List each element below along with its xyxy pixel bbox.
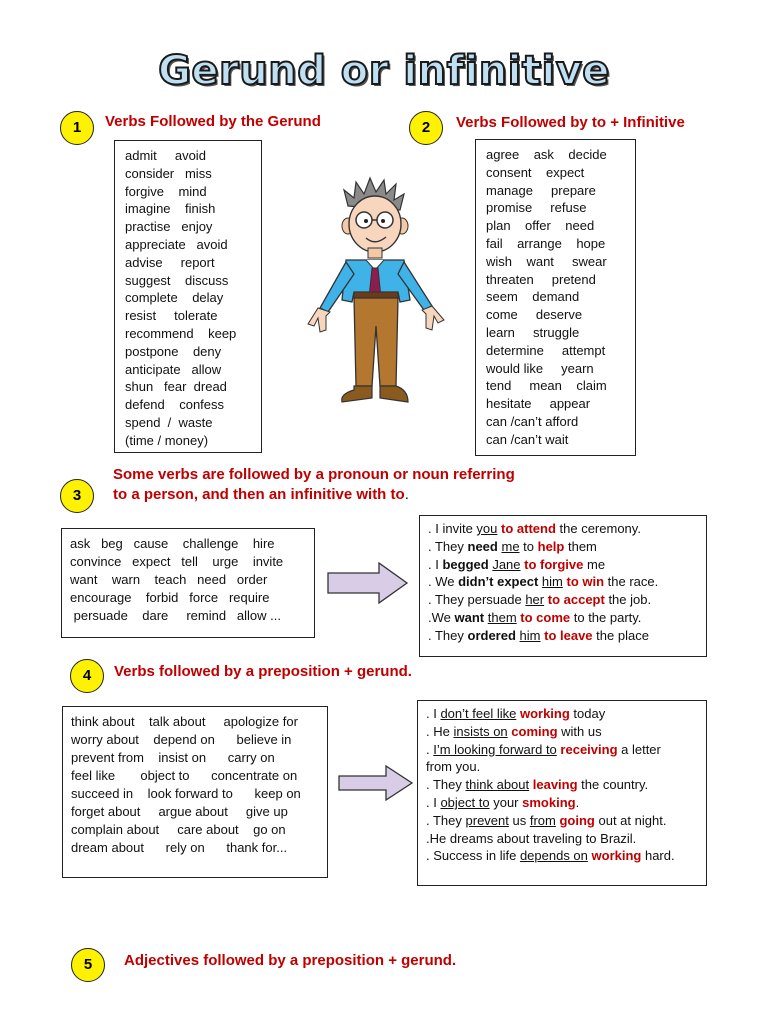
section-2-heading: Verbs Followed by to + Infinitive [456,114,685,131]
verb-list-item: learn struggle [486,324,580,340]
example-fragment: them [487,609,517,625]
example-fragment: to attend [501,521,556,536]
example-fragment: I’m looking forward to [433,741,557,757]
example-fragment: help [537,538,565,554]
verb-list-item: consent expect [486,164,585,180]
verb-list-item: practise enjoy [125,219,213,235]
verb-list-item: encourage forbid force require [70,590,270,605]
section-3-heading [113,465,515,505]
verb-list-item: threaten pretend [486,271,596,287]
example-fragment: me [501,538,520,554]
infinitive-verbs-box [475,139,636,456]
verb-list-item: complete delay [125,290,224,306]
example-fragment: from you. [426,759,481,775]
example-sentence [428,520,706,538]
example-fragment: hard. [641,848,675,864]
verb-list-item: forget about argue about give up [71,804,288,819]
verb-list-item: shun fear dread [125,379,227,395]
verb-list-item: can /can’t afford [486,413,579,429]
example-fragment: a letter [617,741,661,757]
preposition-gerund-verbs-box [62,706,328,878]
example-fragment: me [583,556,606,572]
example-fragment: going [559,812,595,828]
verb-list-item: prevent from insist on carry on [71,750,275,765]
example-fragment: her [525,592,545,608]
section-1-heading: Verbs Followed by the Gerund [105,113,321,130]
arrow-right-icon [338,765,414,801]
example-fragment: . I [426,706,441,721]
example-fragment: out at night. [594,812,667,828]
section-4-heading: Verbs followed by a preposition + gerund. [114,663,412,680]
right-shoe [380,386,408,402]
example-fragment: . Success in life [426,848,520,864]
example-sentence [428,591,706,609]
example-sentence [426,847,706,865]
example-fragment: your [489,794,523,810]
example-sentence [426,776,706,794]
verb-list-item: want warn teach need order [70,572,268,587]
example-fragment: . They [428,627,468,643]
example-fragment: . I [428,556,443,572]
example-fragment: to the party. [570,609,642,625]
section-5-heading: Adjectives followed by a preposition + gerund. [124,952,457,969]
example-fragment: coming [511,723,558,739]
example-fragment: the race. [604,574,659,590]
example-sentence [426,758,706,776]
verb-list-item: anticipate allow [125,361,222,377]
example-fragment: . He [426,723,454,739]
verb-list-item: seem demand [486,289,580,305]
example-fragment: smoking [522,794,576,810]
example-fragment: today [569,706,606,721]
verb-list-item: (time / money) [125,432,209,448]
example-fragment: from [529,812,556,828]
example-fragment: to leave [544,627,593,643]
example-fragment: Jane [492,556,521,572]
section-1-number: 1 [60,111,94,145]
verb-list-item: fail arrange hope [486,235,606,251]
verb-list-item: succeed in look forward to keep on [71,786,301,801]
gerund-verbs-box [114,140,262,453]
example-fragment: . [575,794,580,810]
verb-list-item: forgive mind [125,183,207,199]
example-fragment: the place [592,627,649,643]
section-3-heading-line2-wrap [113,485,515,505]
example-fragment: the job. [604,592,652,608]
example-sentence [428,627,706,645]
verb-list-item: can /can’t wait [486,431,569,447]
example-fragment: .He dreams about traveling to Brazil. [426,830,637,846]
example-fragment: to forgive [524,556,584,572]
example-sentence [428,556,706,574]
example-fragment: object to [440,794,490,810]
section-5-number: 5 [71,948,105,982]
verb-list-item: manage prepare [486,182,596,198]
section-3-heading-line2: to a person, and then an infinitive with to [113,486,405,503]
example-fragment: to [519,538,538,554]
example-fragment: the ceremony. [555,521,641,536]
pronoun-infinitive-verbs-list [62,529,314,625]
verb-list-item: advise report [125,254,215,270]
example-fragment: him [541,574,563,590]
verb-list-item: dream about rely on thank for... [71,840,288,855]
section-3-number: 3 [60,479,94,513]
verb-list-item: hesitate appear [486,396,591,412]
verb-list-item: imagine finish [125,201,216,217]
example-sentence [428,573,706,591]
verb-list-item: consider miss [125,165,212,181]
verb-list-item: suggest discuss [125,272,229,288]
example-fragment: working [519,706,570,721]
verb-list-item: agree ask decide [486,147,607,162]
verb-list-item: resist tolerate [125,308,218,324]
verb-list-item: determine attempt [486,342,606,358]
verb-list-item: admit avoid [125,148,206,163]
example-fragment: you [476,521,498,536]
example-fragment: insists on [453,723,508,739]
example-fragment: us [508,812,530,828]
example-fragment: prevent [465,812,509,828]
verb-list-item: postpone deny [125,343,222,359]
example-fragment: begged [442,556,489,572]
example-fragment: ordered [467,627,516,643]
verb-list-item: tend mean claim [486,378,607,394]
section-3-examples-box [419,515,707,657]
example-fragment: with us [557,723,602,739]
example-fragment: need [467,538,498,554]
example-sentence [428,609,706,627]
section-4-examples-box [417,700,707,886]
section-3-heading-period: . [404,486,409,503]
example-fragment: .We [428,609,455,625]
example-fragment: . I [426,794,441,810]
example-sentence [426,830,706,848]
example-fragment: to come [520,609,571,625]
example-sentence [428,538,706,556]
example-fragment: don’t feel like [440,706,517,721]
example-fragment: the country. [577,777,649,793]
example-fragment: them [564,538,597,554]
section-2-number: 2 [409,111,443,145]
example-fragment: . They [426,777,466,793]
example-sentence [426,794,706,812]
page-title: Gerund or infinitive [158,48,610,94]
example-fragment: . They persuade [428,592,526,608]
example-fragment: depends on [519,848,588,864]
example-fragment: leaving [532,777,578,793]
verb-list-item: promise refuse [486,200,587,216]
arrow-right-icon [327,562,409,604]
example-sentence [426,741,706,759]
example-fragment: receiving [560,741,618,757]
example-sentence [426,812,706,830]
preposition-gerund-verbs-list [63,707,327,857]
section-4-number: 4 [70,659,104,693]
verb-list-item: would like yearn [486,360,594,376]
verb-list-item: think about talk about apologize for [71,714,298,729]
verb-list-item: come deserve [486,307,583,323]
verb-list-item: persuade dare remind allow ... [70,608,281,623]
pronoun-infinitive-verbs-box [61,528,315,638]
verb-list-item: defend confess [125,397,225,413]
example-fragment: want [454,609,485,625]
verb-list-item: ask beg cause challenge hire [70,536,275,551]
example-fragment: him [519,627,541,643]
example-fragment: think about [465,777,530,793]
verb-list-item: appreciate avoid [125,236,228,252]
section-3-heading-line1: Some verbs are followed by a pronoun or noun referring [113,466,515,483]
example-fragment: . They [428,538,468,554]
verb-list-item: worry about depend on believe in [71,732,292,747]
example-fragment: . We [428,574,459,590]
verb-list-item: plan offer need [486,218,595,234]
example-sentence [426,705,706,723]
verb-list-item: recommend keep [125,325,237,341]
example-fragment: . [426,741,434,757]
section-4-examples-list [418,701,706,865]
verb-list-item: convince expect tell urge invite [70,554,284,569]
left-shoe [342,386,372,402]
verb-list-item: wish want swear [486,253,607,269]
example-sentence [426,723,706,741]
trousers [354,298,398,386]
example-fragment: . I invite [428,521,477,536]
verb-list-item: spend / waste [125,414,213,430]
example-fragment: to accept [547,592,605,608]
infinitive-verbs-list [476,140,635,449]
example-fragment: didn’t expect [458,574,539,590]
example-fragment: to win [566,574,605,590]
verb-list-item: complain about care about go on [71,822,286,837]
verb-list-item: feel like object to concentrate on [71,768,298,783]
example-fragment: . They [426,812,466,828]
section-3-examples-list [420,516,706,645]
cartoon-teacher-illustration [298,176,458,424]
gerund-verbs-list [115,141,261,450]
example-fragment: working [591,848,642,864]
